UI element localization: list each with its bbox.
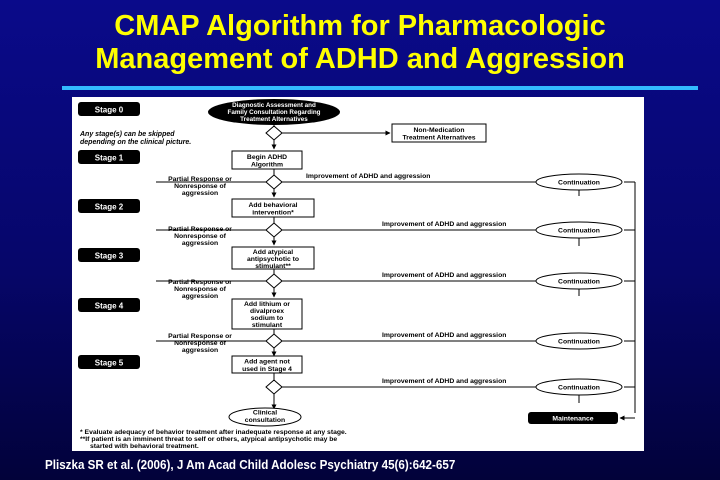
stage-2-badge [78, 199, 140, 213]
partial-1-line-2: Nonresponse of [174, 183, 226, 190]
partial-3-line-1: Partial Response or [168, 279, 232, 286]
step-add-behavioral [232, 199, 314, 217]
clinical-consultation-node [229, 408, 301, 426]
step-5-line-2: used in Stage 4 [242, 366, 292, 373]
step-begin-adhd [232, 151, 302, 169]
continuation-node-5 [536, 379, 622, 395]
step-4-line-4: stimulant [251, 322, 283, 329]
clinical-line-1: Clinical [252, 409, 278, 417]
improvement-label-5: Improvement of ADHD and aggression [382, 378, 507, 385]
stage-1-label: Stage 1 [94, 153, 124, 163]
improvement-label-3: Improvement of ADHD and aggression [382, 272, 507, 279]
stage-5-badge [78, 355, 140, 369]
partial-4-line-3: aggression [181, 347, 219, 354]
step-1-line-2: Algorithm [250, 161, 284, 169]
continuation-node-2 [536, 222, 622, 238]
step-2-line-2: intervention* [252, 209, 294, 217]
stage-0-label: Stage 0 [94, 105, 124, 115]
footnotes [80, 429, 347, 450]
partial-3-line-2: Nonresponse of [174, 286, 226, 293]
improvement-label-1: Improvement of ADHD and aggression [306, 173, 431, 180]
partial-1-line-3: aggression [181, 190, 219, 197]
partial-4-line-1: Partial Response or [168, 333, 232, 340]
decision-diamond-1 [266, 175, 282, 189]
partial-3-line-3: aggression [181, 293, 219, 300]
step-4-line-2: divalproex [250, 308, 284, 315]
decision-diamond-3 [266, 274, 282, 288]
decision-diamond-2 [266, 223, 282, 237]
partial-response-labels [168, 176, 232, 354]
partial-2-line-3: aggression [181, 240, 219, 247]
decision-diamond-0 [266, 126, 282, 140]
stage-3-badge [78, 248, 140, 262]
continuation-nodes [536, 174, 622, 395]
partial-1-line-1: Partial Response or [168, 176, 232, 183]
improvement-label-4: Improvement of ADHD and aggression [382, 332, 507, 339]
improvement-label-2: Improvement of ADHD and aggression [382, 221, 507, 228]
step-5-line-1: Add agent not [244, 358, 290, 366]
non-medication-node [392, 124, 486, 142]
step-3-line-2: antipsychotic to [246, 256, 300, 263]
maintenance-node [528, 412, 618, 424]
slide-title-line-2: Management of ADHD and Aggression [95, 43, 625, 75]
citation: Pliszka SR et al. (2006), J Am Acad Child Adolesc Psychiatry 45(6):642-657 [45, 458, 456, 472]
algorithm-panel [72, 97, 644, 451]
non-medication-line-1: Non-Medication [413, 127, 465, 134]
step-4-line-1: Add lithium or [243, 301, 291, 308]
maintenance-label: Maintenance [552, 415, 594, 423]
partial-4-line-2: Nonresponse of [174, 340, 226, 347]
stage-4-badge [78, 298, 140, 312]
step-3-line-3: stimulant** [255, 263, 291, 270]
decision-diamond-4 [266, 334, 282, 348]
diagnostic-line-3: Treatment Alternatives [240, 116, 308, 123]
clinical-line-2: consultation [244, 417, 286, 424]
stage-4-label: Stage 4 [94, 301, 124, 311]
improvement-labels [306, 173, 506, 385]
continuation-label-3: Continuation [558, 278, 600, 286]
skip-note-line-2: depending on the clinical picture. [80, 139, 192, 146]
stage-3-label: Stage 3 [94, 251, 124, 261]
continuation-node-3 [536, 273, 622, 289]
footnote-3: started with behavioral treatment. [90, 443, 199, 450]
continuation-label-1: Continuation [558, 179, 600, 187]
step-add-lithium [232, 299, 302, 329]
stage-1-badge [78, 150, 140, 164]
stage-5-label: Stage 5 [94, 358, 124, 368]
skip-note-line-1: Any stage(s) can be skipped [80, 131, 175, 138]
non-medication-line-2: Treatment Alternatives [402, 134, 476, 142]
step-3-line-1: Add atypical [252, 249, 294, 256]
continuation-label-2: Continuation [558, 227, 600, 235]
continuation-node-4 [536, 333, 622, 349]
diagnostic-line-1: Diagnostic Assessment and [232, 102, 316, 109]
step-2-line-1: Add behavioral [248, 202, 298, 209]
slide-title [0, 10, 720, 76]
diagnostic-assessment-node [208, 99, 340, 125]
footnote-2: **If patient is an imminent threat to self or others, atypical antipsychotic may be [80, 436, 338, 443]
continuation-label-4: Continuation [558, 338, 600, 346]
stage-2-label: Stage 2 [94, 202, 124, 212]
diagnostic-line-2: Family Consultation Regarding [227, 109, 321, 116]
step-add-atypical [232, 247, 314, 270]
algorithm-flowchart [72, 97, 644, 451]
title-underline [62, 86, 698, 90]
footnote-1: * Evaluate adequacy of behavior treatment after inadequate response at any stage. [80, 429, 347, 436]
continuation-label-5: Continuation [558, 384, 600, 392]
step-add-agent [232, 356, 302, 373]
connector-lines [156, 123, 635, 418]
step-1-line-1: Begin ADHD [246, 154, 288, 161]
slide-title-line-1: CMAP Algorithm for Pharmacologic [114, 10, 606, 42]
step-4-line-3: sodium to [250, 315, 284, 322]
partial-2-line-1: Partial Response or [168, 226, 232, 233]
decision-diamond-5 [266, 380, 282, 394]
stage-0-badge [78, 102, 140, 116]
continuation-node-1 [536, 174, 622, 190]
partial-2-line-2: Nonresponse of [174, 233, 226, 240]
